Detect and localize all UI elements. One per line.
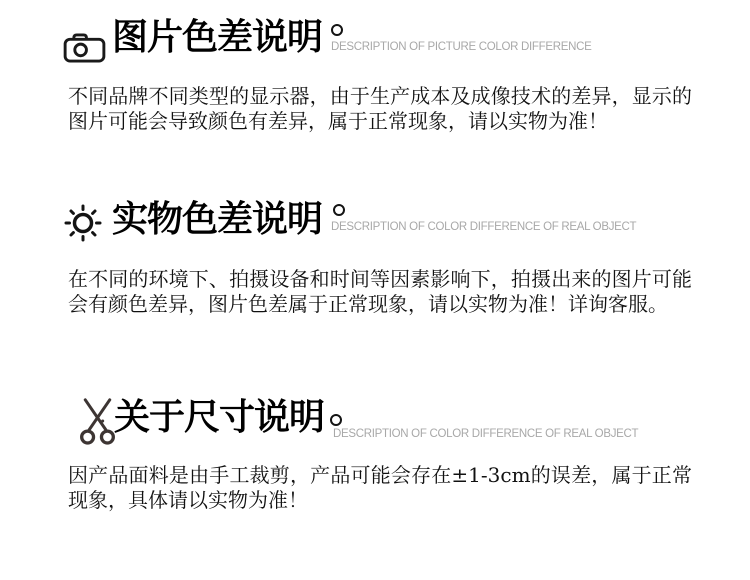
section-title-picture-color: 图片色差说明 [112, 16, 323, 58]
section-subtitle-size: DESCRIPTION OF COLOR DIFFERENCE OF REAL OBJECT [333, 428, 639, 440]
section-body-real-object-color: 在不同的环境下、拍摄设备和时间等因素影响下，拍摄出来的图片可能会有颜色差异，图片色差属于正常现象，请以实物为准！详询客服。 [68, 267, 692, 316]
decorative-circle [331, 24, 343, 36]
section-subtitle-picture-color: DESCRIPTION OF PICTURE COLOR DIFFERENCE [331, 41, 592, 53]
decorative-circle [333, 204, 345, 216]
section-body-picture-color: 不同品牌不同类型的显示器，由于生产成本及成像技术的差异，显示的图片可能会导致颜色有差异，属于正常现象，请以实物为准！ [68, 84, 692, 133]
decorative-circle [330, 414, 342, 426]
camera-icon [63, 32, 106, 63]
sun-icon [60, 201, 106, 245]
section-body-size: 因产品面料是由手工裁剪，产品可能会存在±1-3cm的误差，属于正常现象，具体请以实物为准！ [68, 463, 692, 512]
section-subtitle-real-object-color: DESCRIPTION OF COLOR DIFFERENCE OF REAL OBJECT [331, 221, 637, 233]
section-title-size: 关于尺寸说明 [114, 396, 325, 438]
section-title-real-object-color: 实物色差说明 [112, 198, 323, 240]
scissors-icon [76, 397, 119, 446]
